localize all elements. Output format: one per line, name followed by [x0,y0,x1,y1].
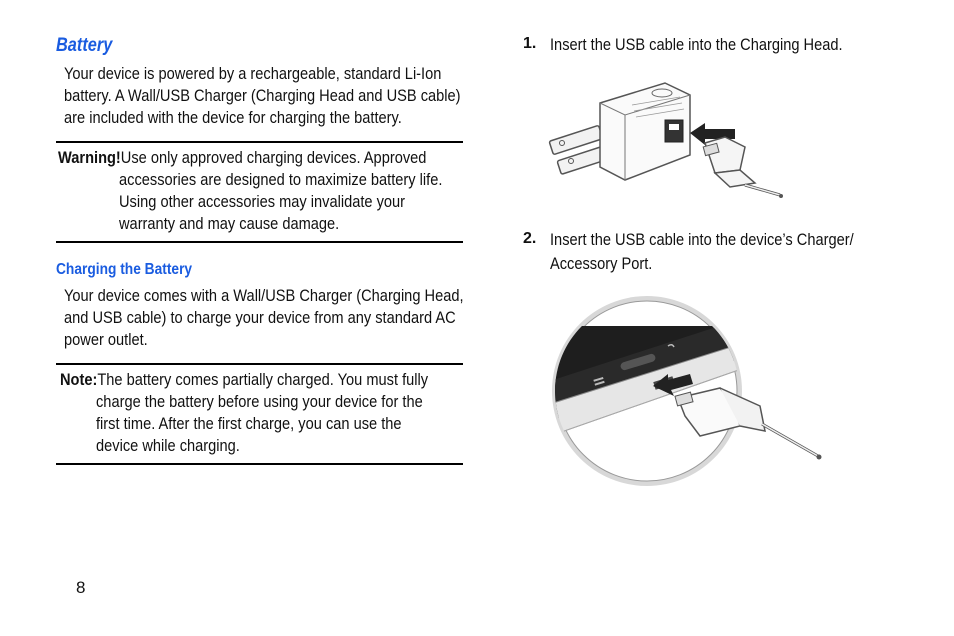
charging-head-illustration [540,75,800,205]
warning-top-rule [56,141,463,143]
warning-bottom-rule [56,241,463,243]
intro-line: battery. A Wall/USB Charger (Charging Head and USB cable) [64,86,461,105]
charging-line: Your device comes with a Wall/USB Charger (Charging Head, [64,286,464,305]
note-line: first time. After the first charge, you can use the [96,414,402,433]
note-line: The battery comes partially charged. You must fully [97,370,429,389]
subsection-heading: Charging the Battery [56,261,193,278]
intro-line: are included with the device for charging the battery. [64,108,402,127]
intro-paragraph [64,63,525,129]
intro-line: Your device is powered by a rechargeable, standard Li-Ion [64,64,442,83]
charging-line: power outlet. [64,330,148,349]
charging-line: and USB cable) to charge your device from any standard AC [64,308,456,327]
warning-line: Use only approved charging devices. Approved [120,148,427,167]
step-number: 2. [523,230,537,247]
charging-paragraph [64,285,529,351]
warning-line: warranty and may cause damage. [119,214,340,233]
warning-line: Using other accessories may invalidate your [119,192,406,211]
step-number: 1. [523,35,537,52]
note-label: Note: [60,370,98,389]
step-text: Insert the USB cable into the Charging Head. [550,35,843,54]
section-heading: Battery [56,35,113,56]
note-bottom-rule [56,463,463,465]
note-line: device while charging. [96,436,240,455]
step-text: Insert the USB cable into the device’s Charger/ Accessory Port. [550,230,854,273]
warning-line: accessories are designed to maximize battery life. [119,170,443,189]
device-port-illustration [550,296,830,496]
note-top-rule [56,363,463,365]
page-number: 8 [76,578,86,597]
warning-label: Warning! [58,148,121,167]
note-line: charge the battery before using your device for the [96,392,423,411]
